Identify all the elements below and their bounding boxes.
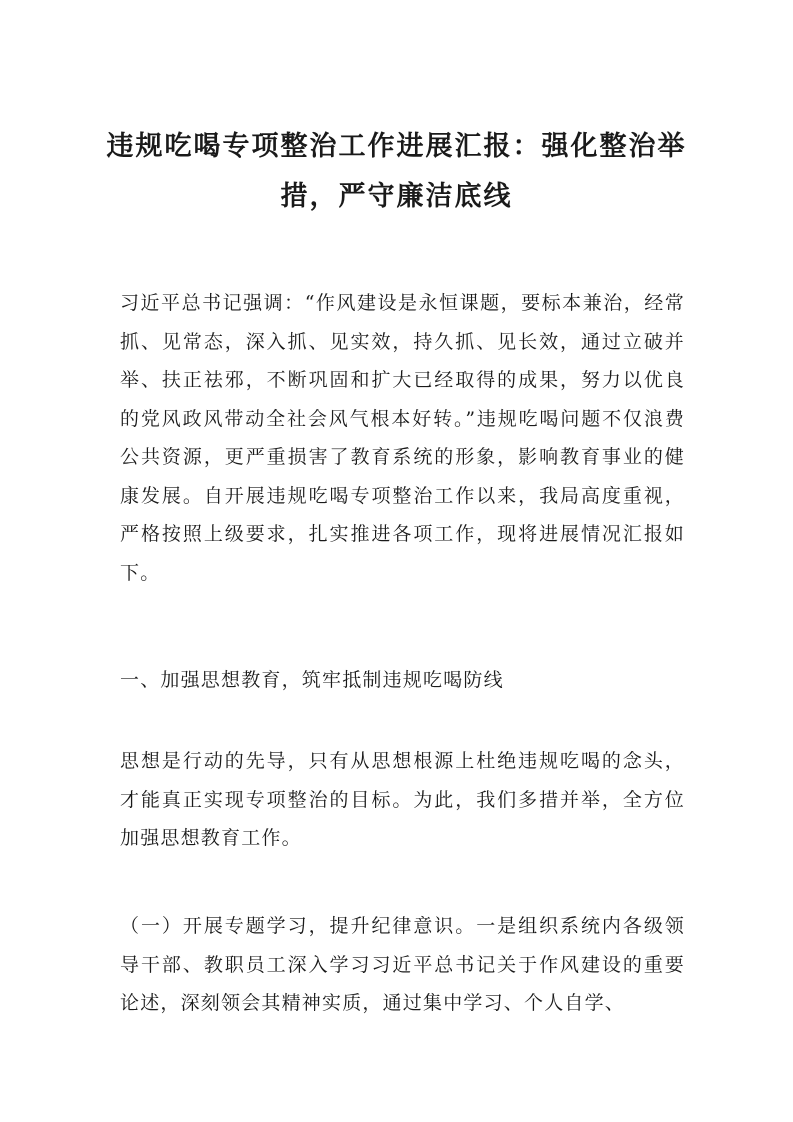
document-title: 违规吃喝专项整治工作进展汇报：强化整治举措，严守廉洁底线 — [106, 131, 687, 212]
intro-paragraph: 习近平总书记强调：“作风建设是永恒课题，要标本兼治，经常抓、见常态，深入抓、见实效，持久抓、见长效，通过立破并举、扶正祛邪，不断巩固和扩大已经取得的成果，努力以优良的党风政风带动全社会风气根本好转。”违规吃喝问题不仅浪费公共资源，更严重损害了教育系统的形象，影响教育事业的健康发展。自开展违规吃喝专项整治工作以来，我局高度重视，严格按照上级要求，扎实推进各项工作，现将进展情况汇报如下。 — [120, 292, 685, 584]
section-1-paragraph: 思想是行动的先导，只有从思想根源上杜绝违规吃喝的念头，才能真正实现专项整治的目标。为此，我们多措并举，全方位加强思想教育工作。 — [120, 750, 685, 849]
section-heading-1: 一、加强思想教育，筑牢抵制违规吃喝防线 — [120, 669, 504, 691]
section-1-subsection-1-paragraph: （一）开展专题学习，提升纪律意识。一是组织系统内各级领导干部、教职员工深入学习习近平总书记关于作风建设的重要论述，深刻领会其精神实质，通过集中学习、个人自学、 — [120, 915, 685, 1014]
